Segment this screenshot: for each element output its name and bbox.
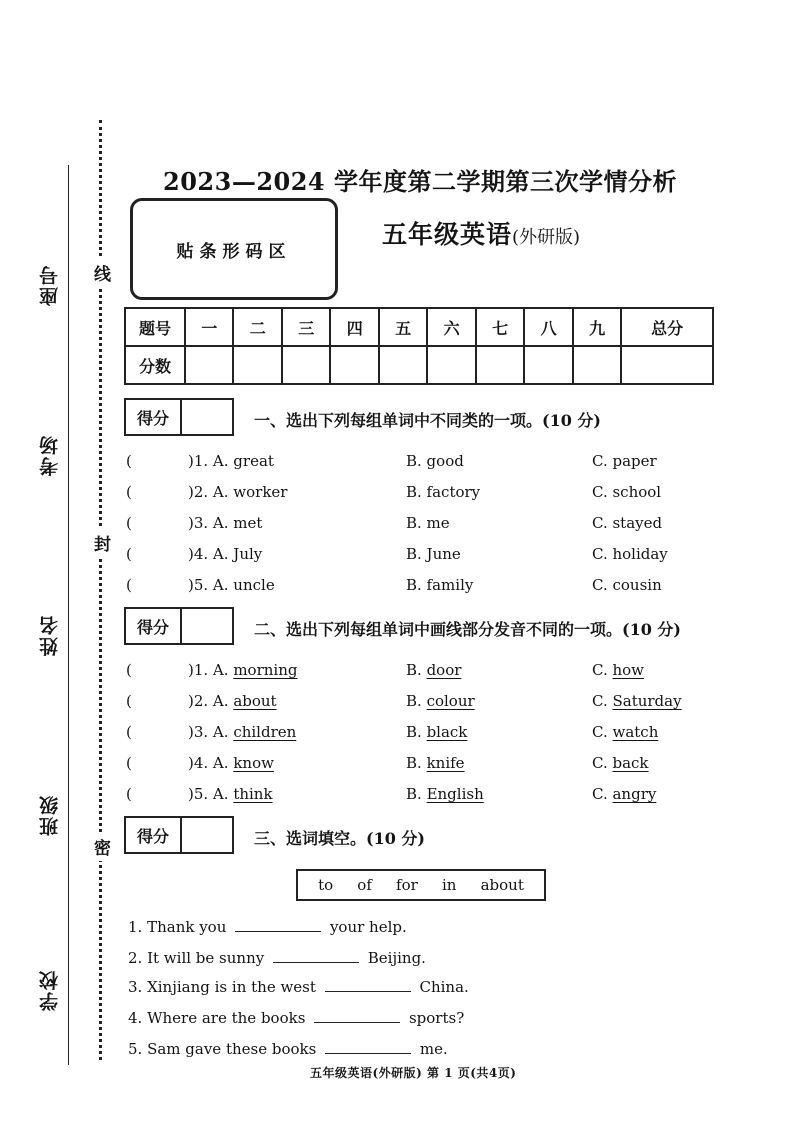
answer-paren: ( xyxy=(126,785,132,803)
defen-label: 得分 xyxy=(126,818,182,852)
edition-label: (外研版) xyxy=(512,227,581,248)
score-cell[interactable] xyxy=(621,346,713,384)
underlined-word: morning xyxy=(233,661,298,679)
answer-paren: ( xyxy=(126,692,132,710)
page-footer: 五年级英语(外研版) 第 1 页(共4页) xyxy=(310,1066,517,1080)
answer-paren: ( xyxy=(126,576,132,594)
seal-mark-close: 密 xyxy=(94,832,111,861)
defen-label: 得分 xyxy=(126,400,182,434)
underlined-word: angry xyxy=(612,785,657,803)
word-bank-item: for xyxy=(396,876,418,894)
option-b: B. English xyxy=(406,785,484,803)
fill-blank-item: 3. Xinjiang is in the west China. xyxy=(128,978,469,996)
option-b: B. June xyxy=(406,545,461,563)
section3-score-box xyxy=(124,816,234,854)
section1-score-box xyxy=(124,398,234,436)
option-a: )5. A. think xyxy=(188,785,273,803)
word-bank-item: to xyxy=(318,876,334,894)
option-c: C. watch xyxy=(592,723,659,741)
option-c: C. paper xyxy=(592,452,657,470)
score-row-label: 分数 xyxy=(125,346,185,384)
option-b: B. me xyxy=(406,514,450,532)
score-header-cell: 六 xyxy=(427,308,475,346)
option-b: B. good xyxy=(406,452,464,470)
defen-label: 得分 xyxy=(126,609,182,643)
score-table-score-row xyxy=(125,346,713,384)
score-header-cell: 五 xyxy=(379,308,427,346)
option-c: C. Saturday xyxy=(592,692,682,710)
option-c: C. stayed xyxy=(592,514,663,532)
fill-blank-item: 1. Thank you your help. xyxy=(128,918,407,936)
underlined-word: black xyxy=(426,723,468,741)
score-cell[interactable] xyxy=(330,346,378,384)
score-header-cell: 二 xyxy=(233,308,281,346)
section2-heading: 二、选出下列每组单词中画线部分发音不同的一项。(10 分) xyxy=(254,620,681,639)
seal-mark-seal: 封 xyxy=(94,528,111,557)
answer-blank[interactable] xyxy=(325,991,411,992)
score-cell[interactable] xyxy=(185,346,233,384)
option-a: )5. A. uncle xyxy=(188,576,275,594)
score-header-cell: 三 xyxy=(282,308,330,346)
answer-paren: ( xyxy=(126,514,132,532)
answer-blank[interactable] xyxy=(325,1053,411,1054)
underlined-word: door xyxy=(426,661,462,679)
answer-paren: ( xyxy=(126,754,132,772)
fill-blank-item: 5. Sam gave these books me. xyxy=(128,1040,448,1058)
class-label: 班级 xyxy=(39,794,61,836)
option-c: C. back xyxy=(592,754,649,772)
answer-paren: ( xyxy=(126,661,132,679)
exam-subject xyxy=(382,215,580,251)
option-a: )4. A. know xyxy=(188,754,274,772)
word-bank-item: about xyxy=(480,876,524,894)
score-header-cell: 九 xyxy=(573,308,621,346)
score-cell[interactable] xyxy=(476,346,524,384)
score-cell[interactable] xyxy=(233,346,281,384)
subject-name: 五年级英语 xyxy=(382,220,513,249)
option-c: C. cousin xyxy=(592,576,662,594)
option-b: B. factory xyxy=(406,483,481,501)
underlined-word: think xyxy=(233,785,273,803)
score-table-header-row xyxy=(125,308,713,346)
score-cell[interactable] xyxy=(282,346,330,384)
answer-paren: ( xyxy=(126,452,132,470)
score-cell[interactable] xyxy=(573,346,621,384)
score-cell[interactable] xyxy=(524,346,572,384)
underlined-word: watch xyxy=(612,723,659,741)
word-bank-item: in xyxy=(441,876,457,894)
option-a: )3. A. children xyxy=(188,723,297,741)
option-a: )2. A. about xyxy=(188,692,277,710)
score-table xyxy=(124,307,714,385)
answer-blank[interactable] xyxy=(314,1022,400,1023)
score-header-cell: 四 xyxy=(330,308,378,346)
underlined-word: colour xyxy=(426,692,475,710)
section1-heading: 一、选出下列每组单词中不同类的一项。(10 分) xyxy=(254,411,601,430)
section3-heading: 三、选词填空。(10 分) xyxy=(254,829,425,848)
exam-title: 2023—2024 学年度第二学期第三次学情分析 xyxy=(163,167,677,196)
seal-mark-line: 线 xyxy=(94,258,111,287)
option-c: C. holiday xyxy=(592,545,668,563)
barcode-area xyxy=(130,198,338,300)
option-a: )1. A. morning xyxy=(188,661,298,679)
score-header-cell: 总分 xyxy=(621,308,713,346)
name-label: 姓名 xyxy=(39,614,61,656)
underlined-word: back xyxy=(612,754,649,772)
underlined-word: English xyxy=(426,785,484,803)
score-header-cell: 题号 xyxy=(125,308,185,346)
answer-blank[interactable] xyxy=(273,962,359,963)
option-b: B. family xyxy=(406,576,474,594)
option-a: )4. A. July xyxy=(188,545,263,563)
option-a: )2. A. worker xyxy=(188,483,288,501)
underlined-word: Saturday xyxy=(612,692,682,710)
answer-paren: ( xyxy=(126,545,132,563)
underlined-word: children xyxy=(233,723,297,741)
score-cell[interactable] xyxy=(379,346,427,384)
word-bank xyxy=(296,869,546,901)
underlined-word: about xyxy=(233,692,277,710)
option-c: C. school xyxy=(592,483,662,501)
underlined-word: how xyxy=(612,661,645,679)
answer-paren: ( xyxy=(126,723,132,741)
score-header-cell: 七 xyxy=(476,308,524,346)
option-b: B. door xyxy=(406,661,462,679)
seat-number-label: 座号 xyxy=(39,264,61,306)
option-b: B. knife xyxy=(406,754,465,772)
barcode-label: 贴条形码区 xyxy=(176,241,292,262)
exam-room-label: 考场 xyxy=(39,434,61,476)
fill-blank-item: 4. Where are the books sports? xyxy=(128,1009,465,1027)
answer-blank[interactable] xyxy=(235,931,321,932)
option-c: C. how xyxy=(592,661,645,679)
option-a: )3. A. met xyxy=(188,514,263,532)
fill-blank-item: 2. It will be sunny Beijing. xyxy=(128,949,426,967)
score-header-cell: 一 xyxy=(185,308,233,346)
underlined-word: knife xyxy=(426,754,465,772)
answer-paren: ( xyxy=(126,483,132,501)
option-b: B. black xyxy=(406,723,468,741)
underlined-word: know xyxy=(233,754,274,772)
option-c: C. angry xyxy=(592,785,657,803)
school-label: 学校 xyxy=(39,969,61,1011)
option-b: B. colour xyxy=(406,692,475,710)
section2-score-box xyxy=(124,607,234,645)
word-bank-item: of xyxy=(357,876,372,894)
option-a: )1. A. great xyxy=(188,452,274,470)
score-header-cell: 八 xyxy=(524,308,572,346)
score-cell[interactable] xyxy=(427,346,475,384)
